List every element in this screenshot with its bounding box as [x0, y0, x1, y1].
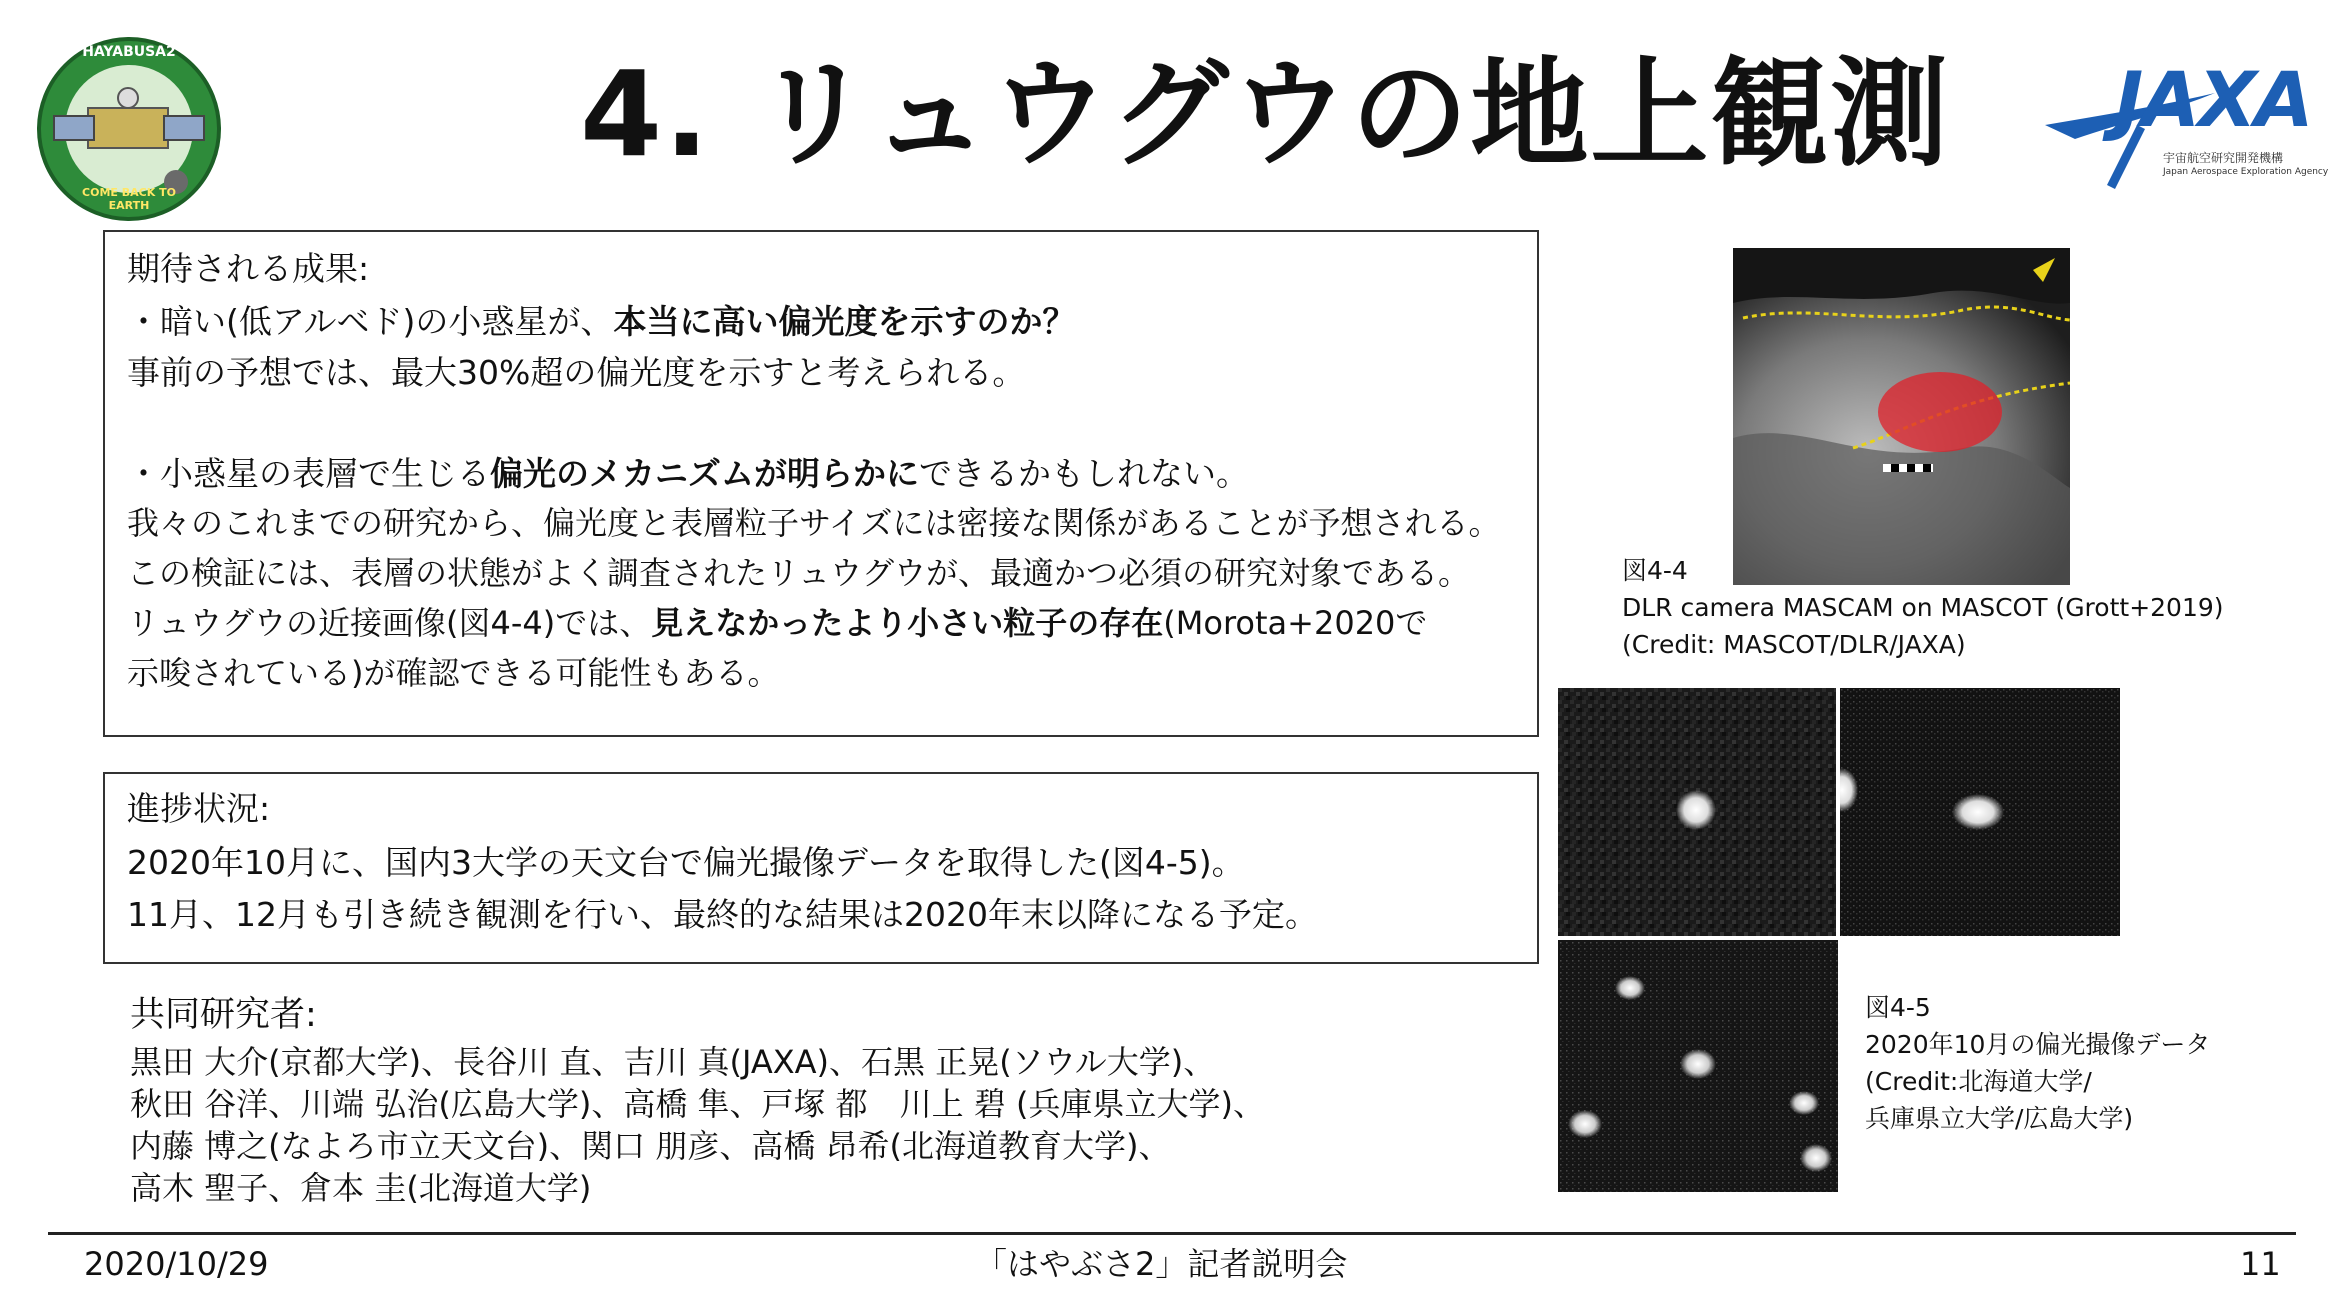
collaborators-heading: 共同研究者: — [130, 995, 317, 1035]
hayabusa2-mission-logo — [36, 36, 222, 222]
expected-line-6: リュウグウの近接画像(図4-4)では、見えなかったより小さい粒子の存在(Morota+2020で — [127, 604, 1428, 642]
progress-heading: 進捗状況: — [127, 789, 271, 828]
fig4-5-panel-b — [1840, 688, 2120, 936]
progress-line-2: 11月、12月も引き続き観測を行い、最終的な結果は2020年末以降になる予定。 — [127, 895, 1318, 934]
fig4-5-credit-1: (Credit:北海道大学/ — [1865, 1067, 2092, 1096]
fig4-5-credit-2: 兵庫県立大学/広島大学) — [1865, 1104, 2134, 1133]
progress-line-1: 2020年10月に、国内3大学の天文台で偏光撮像データを取得した(図4-5)。 — [127, 843, 1245, 882]
collaborators-line-2: 秋田 谷洋、川端 弘治(広島大学)、高橋 隼、戸塚 都 川上 碧 (兵庫県立大学)、 — [130, 1085, 1265, 1123]
expected-results-box — [103, 230, 1539, 737]
footer-date: 2020/10/29 — [84, 1245, 269, 1283]
footer-divider — [48, 1232, 2296, 1235]
fig4-5-panel-a — [1558, 688, 1836, 936]
expected-line-1: ・暗い(低アルベド)の小惑星が、本当に高い偏光度を示すのか？ — [127, 302, 1076, 341]
jaxa-name-en: Japan Aerospace Exploration Agency — [2163, 167, 2329, 177]
fig4-4-credit: (Credit: MASCOT/DLR/JAXA) — [1622, 630, 1966, 659]
fig4-5-panel-c — [1558, 940, 1838, 1192]
fig4-4-label: 図4-4 — [1622, 556, 1688, 585]
collaborators-line-4: 高木 聖子、倉本 圭(北海道大学) — [130, 1169, 592, 1207]
expected-line-7: 示唆されている)が確認できる可能性もある。 — [127, 654, 780, 692]
fig4-4-surface-image — [1733, 248, 2070, 585]
expected-line-4: 我々のこれまでの研究から、偏光度と表層粒子サイズには密接な関係があることが予想される。 — [127, 504, 1501, 542]
collaborators-line-3: 内藤 博之(なよろ市立天文台)、関口 朋彦、高橋 昂希(北海道教育大学)、 — [130, 1127, 1171, 1165]
footer-event: 「はやぶさ2」記者説明会 — [975, 1245, 1348, 1283]
footer-page-number: 11 — [2240, 1245, 2281, 1283]
jaxa-logo — [2045, 55, 2329, 195]
fig4-5-label: 図4-5 — [1865, 993, 1931, 1022]
mission-logo-bottom-text: COME BACK TO EARTH — [82, 186, 176, 212]
expected-line-5: この検証には、表層の状態がよく調査されたリュウグウが、最適かつ必須の研究対象である。 — [127, 554, 1471, 592]
fig4-4-caption: DLR camera MASCAM on MASCOT (Grott+2019) — [1622, 593, 2224, 622]
expected-line-2: 事前の予想では、最大30%超の偏光度を示すと考えられる。 — [127, 353, 1026, 392]
jaxa-name-ja: 宇宙航空研究開発機構 — [2163, 151, 2284, 165]
expected-line-3: ・小惑星の表層で生じる偏光のメカニズムが明らかにできるかもしれない。 — [127, 454, 1249, 493]
collaborators-line-1: 黒田 大介(京都大学)、長谷川 直、吉川 真(JAXA)、石黒 正晃(ソウル大学)、 — [130, 1043, 1216, 1081]
slide-title: 4. リュウグウの地上観測 — [580, 45, 1951, 183]
progress-box — [103, 772, 1539, 964]
fig4-5-caption: 2020年10月の偏光撮像データ — [1865, 1030, 2211, 1059]
mission-logo-top-text: HAYABUSA2 — [82, 44, 176, 60]
jaxa-wordmark: JAXA — [2115, 55, 2312, 144]
expected-heading: 期待される成果: — [127, 249, 370, 288]
